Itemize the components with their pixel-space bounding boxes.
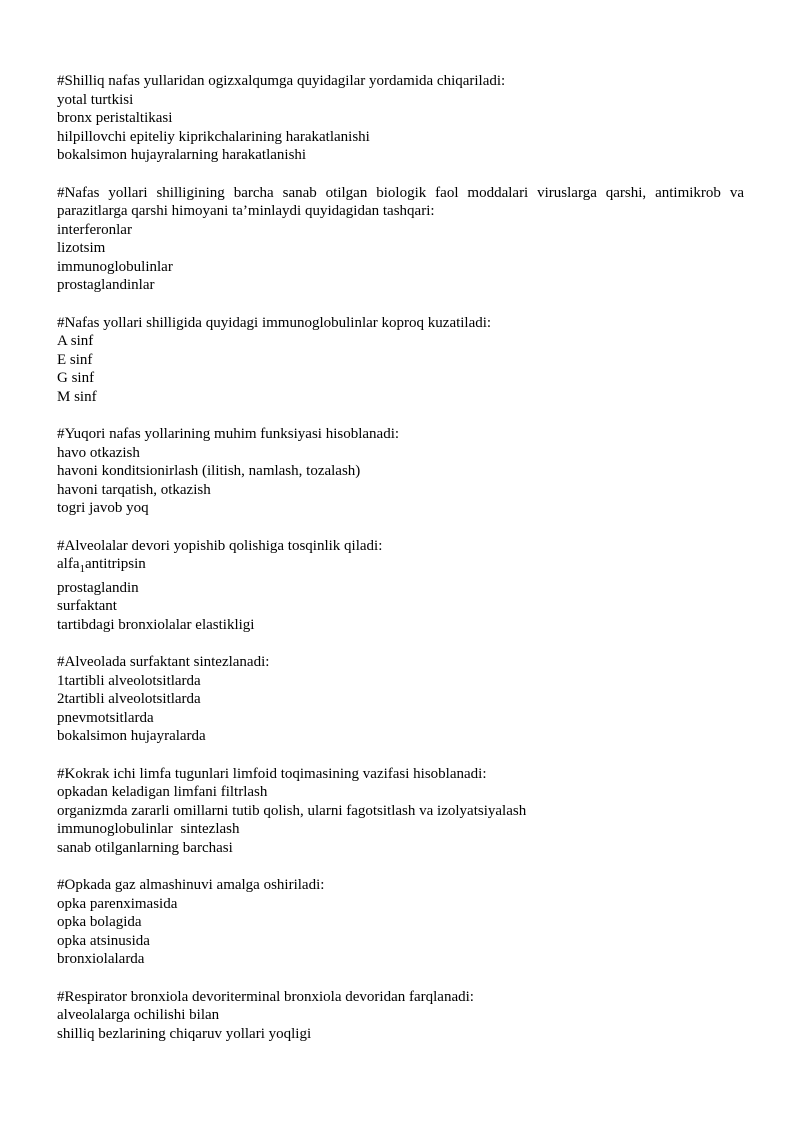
question-text: #Opkada gaz almashinuvi amalga oshiriladi: xyxy=(57,877,325,893)
question-text: #Nafas yollari shilligida quyidagi immunoglobulinlar koproq kuzatiladi: xyxy=(57,314,492,331)
option-text: E sinf xyxy=(57,351,93,368)
question-text: #Respirator bronxiola devoriterminal bronxiola devoridan farqlanadi: xyxy=(57,988,474,1005)
option-text: lizotsim xyxy=(57,240,106,256)
question-text: #Nafas yollari shilligining barcha sanab otilgan biologik faol moddalari viruslarga qarshi, antimikrob va parazitlarga qarshi himoyani ta’minlaydi quyidagidan tashqari: xyxy=(57,184,744,219)
option-text: tartibdagi bronxiolalar elastikligi xyxy=(57,616,255,633)
option-text: immunoglobulinlar sintezlash xyxy=(57,821,240,837)
option-text: immunoglobulinlar xyxy=(57,258,173,275)
option-text: alveolalarga ochilishi bilan xyxy=(57,1007,220,1023)
option-text: havoni tarqatish, otkazish xyxy=(57,481,211,498)
question-text: #Kokrak ichi limfa tugunlari limfoid toqimasining vazifasi hisoblanadi: xyxy=(57,765,487,782)
question-block xyxy=(57,72,744,165)
option-text: hilpillovchi epiteliy kiprikchalarining harakatlanishi xyxy=(57,128,370,145)
question-block xyxy=(57,765,744,858)
option-text: togri javob yoq xyxy=(57,500,149,516)
option-text: opka atsinusida xyxy=(57,932,150,949)
option-text: sanab otilganlarning barchasi xyxy=(57,839,233,856)
option-part: antitripsin xyxy=(84,556,146,572)
option-text: organizmda zararli omillarni tutib qolish, ularni fagotsitlash va izolyatsiyalash xyxy=(57,802,527,819)
question-block xyxy=(57,425,744,518)
option-text: havo otkazish xyxy=(57,444,140,461)
option-part: alfa xyxy=(57,556,80,572)
option-text: prostaglandin xyxy=(57,579,139,596)
option-text: opka bolagida xyxy=(57,914,142,930)
option-text: 1tartibli alveolotsitlarda xyxy=(57,672,201,689)
option-text: surfaktant xyxy=(57,598,117,614)
option-text: G sinf xyxy=(57,370,95,386)
quiz-content xyxy=(57,72,744,1043)
option-text: opka parenximasida xyxy=(57,895,178,912)
option-text: pnevmotsitlarda xyxy=(57,709,154,726)
option-text: opkadan keladigan limfani filtrlash xyxy=(57,784,268,800)
option-text: bokalsimon hujayralarning harakatlanishi xyxy=(57,147,307,163)
option-text: bronxiolalarda xyxy=(57,951,145,967)
option-text: shilliq bezlarining chiqaruv yollari yoqligi xyxy=(57,1025,312,1042)
option-text: bokalsimon hujayralarda xyxy=(57,728,206,744)
option-text: yotal turtkisi xyxy=(57,91,134,108)
question-block xyxy=(57,184,744,295)
question-text: #Shilliq nafas yullaridan ogizxalqumga quyidagilar yordamida chiqariladi: xyxy=(57,73,506,89)
option-text: 2tartibli alveolotsitlarda xyxy=(57,691,201,707)
option-text: interferonlar xyxy=(57,221,132,238)
option-text xyxy=(57,555,744,579)
option-text: prostaglandinlar xyxy=(57,277,155,293)
question-block xyxy=(57,988,744,1044)
subscript-text: 1 xyxy=(79,563,85,575)
option-text: havoni konditsionirlash (ilitish, namlash, tozalash) xyxy=(57,463,361,479)
question-text: #Alveolada surfaktant sintezlanadi: xyxy=(57,654,270,670)
question-text: #Yuqori nafas yollarining muhim funksiyasi hisoblanadi: xyxy=(57,426,400,442)
question-text: #Alveolalar devori yopishib qolishiga tosqinlik qiladi: xyxy=(57,537,383,554)
question-block xyxy=(57,537,744,635)
option-text: bronx peristaltikasi xyxy=(57,110,173,126)
question-block xyxy=(57,314,744,407)
question-block xyxy=(57,653,744,746)
option-text: M sinf xyxy=(57,388,97,405)
option-text: A sinf xyxy=(57,333,94,349)
question-block xyxy=(57,876,744,969)
